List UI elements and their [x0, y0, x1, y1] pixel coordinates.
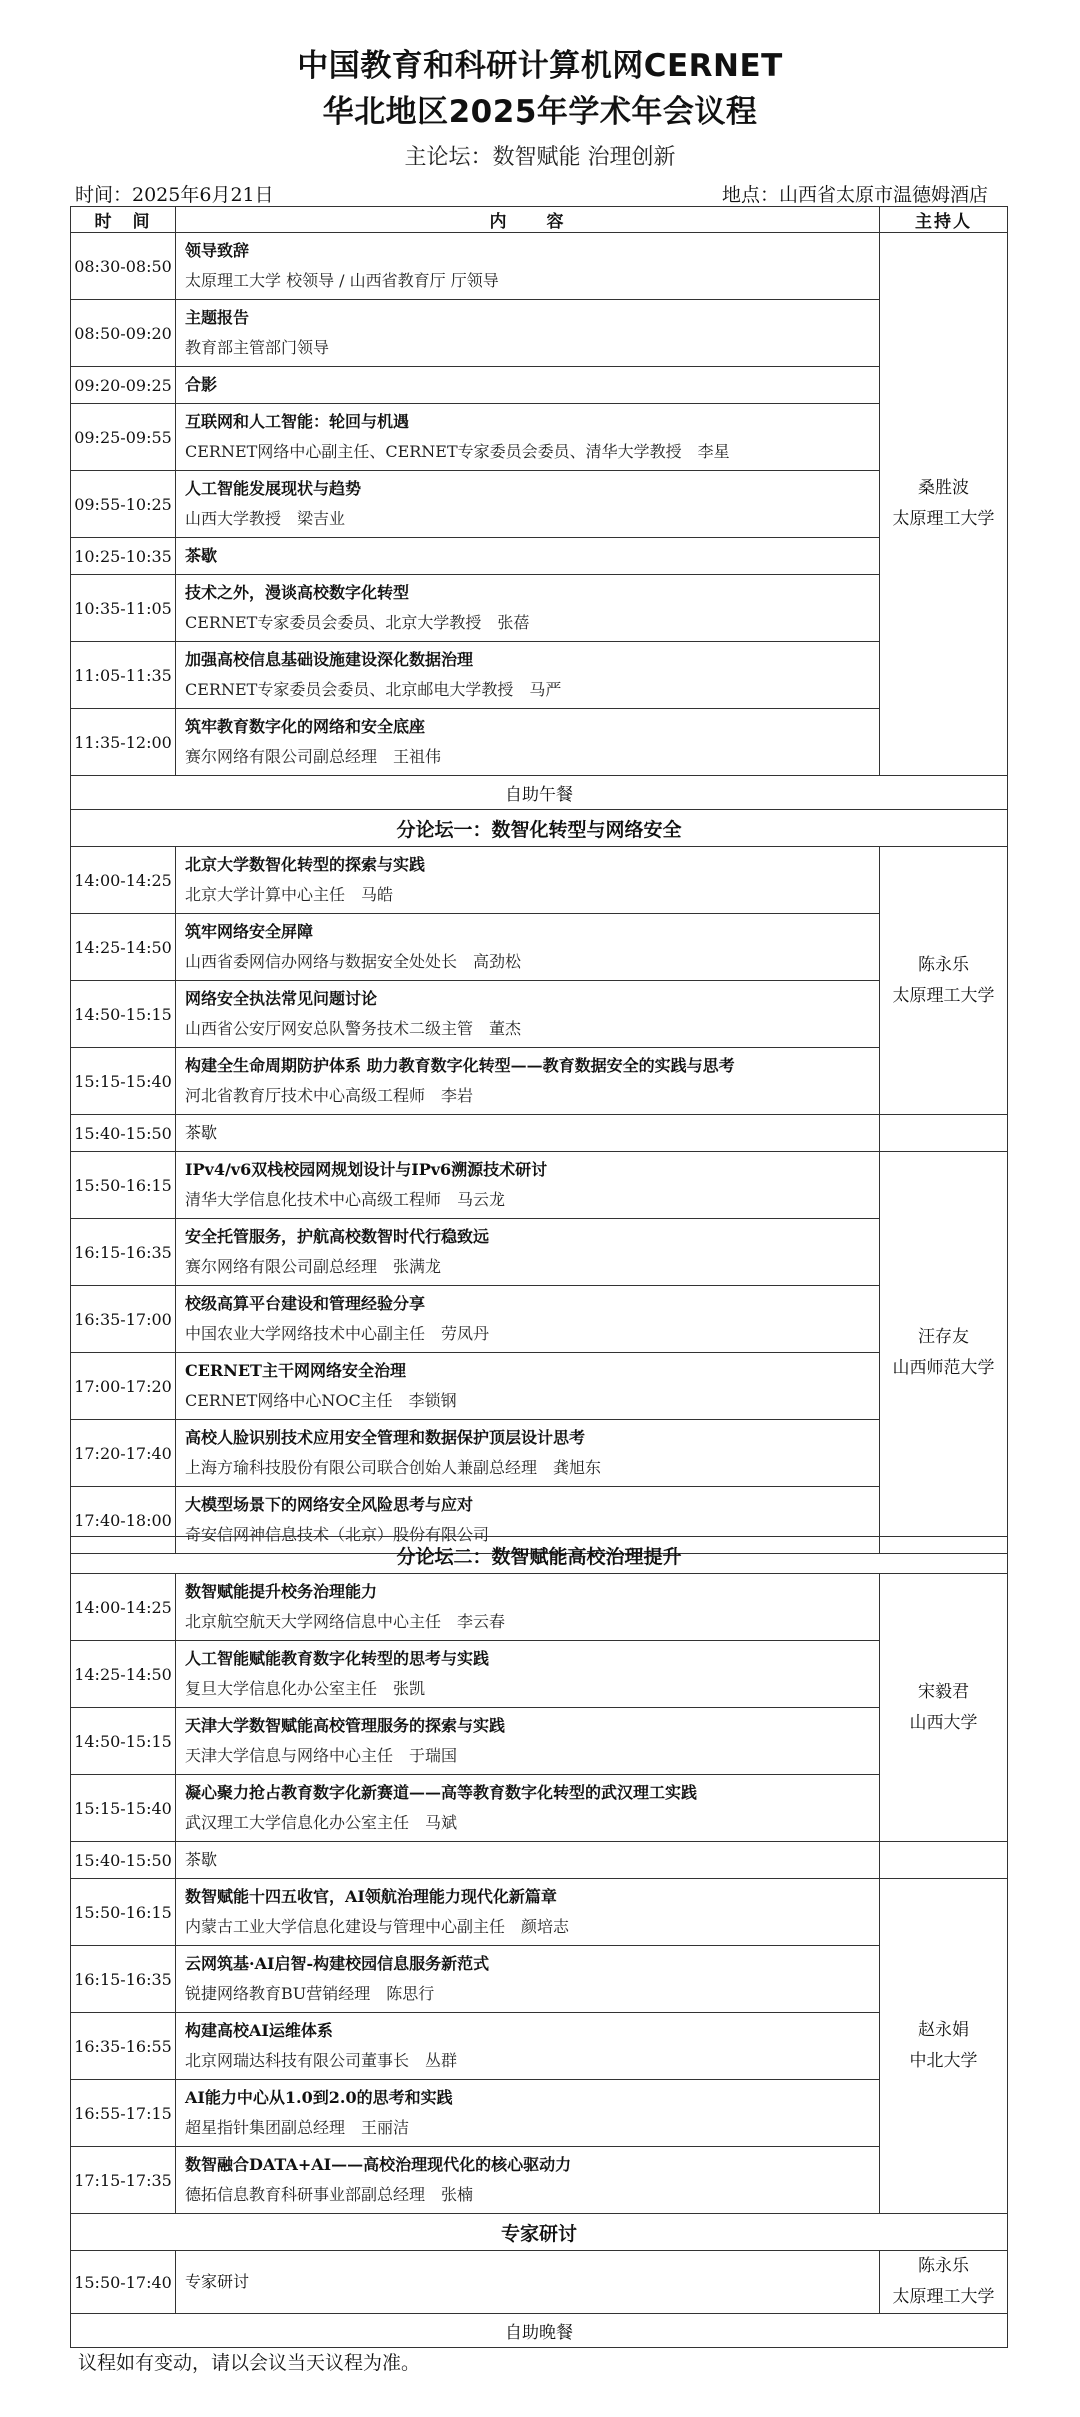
- session-row: [71, 2147, 1008, 2214]
- session-content: [176, 1048, 880, 1115]
- host-org: 太原理工大学: [892, 2287, 995, 2307]
- session-title: 构建高校AI运维体系: [185, 2021, 333, 2040]
- session-speaker: 教育部主管部门领导: [185, 338, 330, 357]
- session-speaker: 太原理工大学 校领导 / 山西省教育厅 厅领导: [185, 271, 499, 290]
- session-speaker: 北京航空航天大学网络信息中心主任 李云春: [185, 1612, 506, 1631]
- session-title: 高校人脸识别技术应用安全管理和数据保护顶层设计思考: [185, 1428, 586, 1447]
- session-row: [71, 404, 1008, 471]
- expert-title: 专家研讨: [71, 2214, 1008, 2251]
- session-speaker: 超星指针集团副总经理 王丽洁: [185, 2118, 410, 2137]
- session-speaker: 河北省教育厅技术中心高级工程师 李岩: [185, 1086, 474, 1105]
- session-row: [71, 1420, 1008, 1487]
- session-speaker: 北京网瑞达科技有限公司董事长 丛群: [185, 2051, 458, 2070]
- session-content: [176, 1420, 880, 1487]
- session-content: [176, 2147, 880, 2214]
- tea-break: [176, 1115, 880, 1152]
- event-date: 时间：2025年6月21日: [75, 184, 274, 206]
- session-time: 10:25-10:35: [71, 538, 176, 575]
- session-speaker: 山西大学教授 梁吉业: [185, 509, 346, 528]
- session-speaker: 天津大学信息与网络中心主任 于瑞国: [185, 1746, 458, 1765]
- session-title: 数智融合DATA+AI——高校治理现代化的核心驱动力: [185, 2155, 572, 2174]
- session-speaker: 山西省委网信办网络与数据安全处处长 高劲松: [185, 952, 522, 971]
- dinner-break-row: [71, 2314, 1008, 2348]
- session-row: [71, 709, 1008, 776]
- session-title: 互联网和人工智能：轮回与机遇: [185, 412, 410, 431]
- session-title: 云网筑基·AI启智-构建校园信息服务新范式: [185, 1954, 490, 1973]
- session-content: [176, 914, 880, 981]
- session-row: [71, 1353, 1008, 1420]
- session-content: [176, 1946, 880, 2013]
- session-title: 天津大学数智赋能高校管理服务的探索与实践: [185, 1716, 506, 1735]
- session-content: [176, 1152, 880, 1219]
- session-row: [71, 2080, 1008, 2147]
- session-title: 凝心聚力抢占教育数字化新赛道——高等教育数字化转型的武汉理工实践: [185, 1783, 698, 1802]
- session-content: [176, 1641, 880, 1708]
- main-forum-host: [880, 233, 1008, 776]
- session-content: [176, 1775, 880, 1842]
- tea-break-row: [71, 1842, 1008, 1879]
- session-time: 17:20-17:40: [71, 1420, 176, 1487]
- session-speaker: 清华大学信息化技术中心高级工程师 马云龙: [185, 1190, 506, 1209]
- session-time: 17:40-18:00: [71, 1487, 176, 1554]
- session-row: [71, 1946, 1008, 2013]
- session-time: 16:35-17:00: [71, 1286, 176, 1353]
- session-time: 10:35-11:05: [71, 575, 176, 642]
- session-content: [176, 471, 880, 538]
- session-title: 专家研讨: [185, 2272, 250, 2291]
- session-speaker: 内蒙古工业大学信息化建设与管理中心副主任 颜培志: [185, 1917, 570, 1936]
- session-content: [176, 2251, 880, 2314]
- session-time: 14:50-15:15: [71, 981, 176, 1048]
- session-content: [176, 575, 880, 642]
- session-time: 14:00-14:25: [71, 1574, 176, 1641]
- host-name: 陈永乐: [918, 954, 969, 975]
- session-title: IPv4/v6双栈校园网规划设计与IPv6溯源技术研讨: [185, 1160, 548, 1179]
- session-time: 11:35-12:00: [71, 709, 176, 776]
- session-title: 安全托管服务，护航高校数智时代行稳致远: [185, 1227, 490, 1246]
- session-time: 15:15-15:40: [71, 1775, 176, 1842]
- session-time: 09:55-10:25: [71, 471, 176, 538]
- session-title: 筑牢网络安全屏障: [185, 922, 314, 941]
- session-content: [176, 1879, 880, 1946]
- session-title: 人工智能赋能教育数字化转型的思考与实践: [185, 1649, 490, 1668]
- session-row: [71, 233, 1008, 300]
- session-time: 14:25-14:50: [71, 914, 176, 981]
- session-time: 17:00-17:20: [71, 1353, 176, 1420]
- session-time: 15:40-15:50: [71, 1115, 176, 1152]
- expert-host: [879, 2251, 1007, 2314]
- session-content: [176, 367, 880, 404]
- session-content: [176, 2080, 880, 2147]
- session-time: 16:35-16:55: [71, 2013, 176, 2080]
- host-name: 赵永娟: [917, 2020, 969, 2040]
- session-row: [71, 1286, 1008, 1353]
- session-content: [176, 404, 880, 471]
- session-speaker: CERNET专家委员会委员、北京邮电大学教授 马严: [185, 680, 562, 699]
- session-row: [71, 1708, 1008, 1775]
- session-row: [71, 300, 1008, 367]
- lunch-break-row: [71, 776, 1008, 810]
- lunch-break: 自助午餐: [71, 776, 1008, 810]
- session-speaker: 锐捷网络教育BU营销经理 陈思行: [185, 1984, 435, 2003]
- session-title: 茶歇: [185, 546, 218, 565]
- session-time: 15:40-15:50: [71, 1842, 176, 1879]
- expert-row: [71, 2251, 1008, 2314]
- page-title: 中国教育和科研计算机网CERNET: [297, 48, 783, 84]
- agenda-table-main: [70, 206, 1008, 1554]
- event-venue: 地点：山西省太原市温德姆酒店: [721, 184, 988, 206]
- host-empty: [879, 1842, 1007, 1879]
- session-speaker: CERNET专家委员会委员、北京大学教授 张蓓: [185, 613, 530, 632]
- host-name: 陈永乐: [917, 2256, 969, 2276]
- session-time: 14:25-14:50: [71, 1641, 176, 1708]
- session-title: 数智赋能十四五收官，AI领航治理能力现代化新篇章: [185, 1887, 557, 1906]
- session-speaker: 奇安信网神信息技术（北京）股份有限公司: [185, 1525, 490, 1544]
- session-title: AI能力中心从1.0到2.0的思考和实践: [185, 2088, 453, 2107]
- host-org: 太原理工大学: [892, 509, 995, 529]
- session-row: [71, 642, 1008, 709]
- session-title: 数智赋能提升校务治理能力: [185, 1582, 378, 1601]
- forum1-title: 分论坛一：数智化转型与网络安全: [71, 810, 1008, 847]
- host-org: 山西大学: [909, 1712, 978, 1733]
- session-content: [176, 981, 880, 1048]
- session-speaker: 上海方瑜科技股份有限公司联合创始人兼副总经理 龚旭东: [185, 1458, 602, 1477]
- host-name: 汪存友: [918, 1326, 969, 1347]
- session-content: [176, 709, 880, 776]
- session-row: [71, 2013, 1008, 2080]
- session-row: [71, 1219, 1008, 1286]
- session-row: [71, 1152, 1008, 1219]
- session-title: 茶歇: [185, 1850, 218, 1869]
- forum2-host-a: [879, 1574, 1007, 1842]
- session-speaker: 北京大学计算中心主任 马皓: [185, 885, 394, 904]
- session-content: [176, 1219, 880, 1286]
- forum1-host-a: [880, 847, 1008, 1115]
- forum2-title: 分论坛二：数智赋能高校治理提升: [71, 1537, 1008, 1574]
- session-title: 合影: [185, 375, 218, 394]
- forum1-title-row: [71, 810, 1008, 847]
- page-title-line2: 华北地区2025年学术年会议程: [322, 94, 758, 130]
- session-row: [71, 1775, 1008, 1842]
- session-title: 构建全生命周期防护体系 助力教育数字化转型——教育数据安全的实践与思考: [185, 1056, 735, 1075]
- session-content: [176, 233, 880, 300]
- session-time: 15:50-16:15: [71, 1879, 176, 1946]
- session-content: [176, 642, 880, 709]
- session-time: 14:50-15:15: [71, 1708, 176, 1775]
- session-row: [71, 538, 1008, 575]
- session-time: 09:20-09:25: [71, 367, 176, 404]
- session-row: [71, 1641, 1008, 1708]
- session-row: [71, 367, 1008, 404]
- session-content: [176, 2013, 880, 2080]
- session-title: 北京大学数智化转型的探索与实践: [185, 855, 426, 874]
- session-title: 茶歇: [185, 1123, 218, 1142]
- session-row: [71, 575, 1008, 642]
- session-speaker: 赛尔网络有限公司副总经理 张满龙: [185, 1257, 442, 1276]
- session-time: 16:15-16:35: [71, 1946, 176, 2013]
- session-title: 大模型场景下的网络安全风险思考与应对: [185, 1495, 474, 1514]
- agenda-note: 议程如有变动，请以会议当天议程为准。: [78, 2352, 421, 2374]
- session-row: [71, 914, 1008, 981]
- session-title: 网络安全执法常见问题讨论: [185, 989, 378, 1008]
- session-content: [176, 1708, 880, 1775]
- page-subtitle: 主论坛：数智赋能 治理创新: [404, 145, 676, 170]
- forum2-host-b: [879, 1879, 1007, 2214]
- session-row: [71, 1048, 1008, 1115]
- session-time: 11:05-11:35: [71, 642, 176, 709]
- session-title: CERNET主干网网络安全治理: [185, 1361, 406, 1380]
- session-title: 领导致辞: [185, 241, 250, 260]
- session-title: 人工智能发展现状与趋势: [185, 479, 362, 498]
- session-speaker: CERNET网络中心副主任、CERNET专家委员会委员、清华大学教授 李星: [185, 442, 730, 461]
- session-content: [176, 1286, 880, 1353]
- dinner-break: 自助晚餐: [71, 2314, 1008, 2348]
- host-name: 宋毅君: [917, 1681, 969, 1702]
- session-title: 技术之外，漫谈高校数字化转型: [185, 583, 410, 602]
- session-speaker: CERNET网络中心NOC主任 李锁钢: [185, 1391, 457, 1410]
- header-content: 内 容: [176, 207, 880, 233]
- session-time: 14:00-14:25: [71, 847, 176, 914]
- session-time: 16:15-16:35: [71, 1219, 176, 1286]
- agenda-table-forum2: [70, 1536, 1008, 2348]
- session-speaker: 复旦大学信息化办公室主任 张凯: [185, 1679, 426, 1698]
- host-org: 太原理工大学: [892, 985, 995, 1006]
- session-time: 17:15-17:35: [71, 2147, 176, 2214]
- tea-break-row: [71, 1115, 1008, 1152]
- host-name: 桑胜波: [918, 478, 969, 498]
- host-org: 山西师范大学: [892, 1357, 995, 1378]
- header-time: 时 间: [71, 207, 176, 233]
- table-header: [71, 207, 1008, 233]
- session-title: 筑牢教育数字化的网络和安全底座: [185, 717, 426, 736]
- session-content: [176, 847, 880, 914]
- session-speaker: 德拓信息教育科研事业部副总经理 张楠: [185, 2185, 474, 2204]
- session-row: [71, 847, 1008, 914]
- session-content: [176, 1574, 880, 1641]
- session-row: [71, 1574, 1008, 1641]
- session-speaker: 武汉理工大学信息化办公室主任 马斌: [185, 1813, 458, 1832]
- session-speaker: 赛尔网络有限公司副总经理 王祖伟: [185, 747, 442, 766]
- forum1-host-b: [880, 1152, 1008, 1554]
- session-time: 15:50-17:40: [71, 2251, 176, 2314]
- session-title: 校级高算平台建设和管理经验分享: [185, 1294, 426, 1313]
- session-time: 15:15-15:40: [71, 1048, 176, 1115]
- session-row: [71, 981, 1008, 1048]
- session-time: 08:30-08:50: [71, 233, 176, 300]
- session-time: 16:55-17:15: [71, 2080, 176, 2147]
- session-content: [176, 538, 880, 575]
- session-speaker: 中国农业大学网络技术中心副主任 劳凤丹: [185, 1324, 490, 1343]
- session-content: [176, 300, 880, 367]
- session-title: 主题报告: [185, 308, 250, 327]
- session-speaker: 山西省公安厅网安总队警务技术二级主管 董杰: [185, 1019, 522, 1038]
- session-content: [176, 1353, 880, 1420]
- forum2-title-row: [71, 1537, 1008, 1574]
- tea-break: [176, 1842, 880, 1879]
- host-org: 中北大学: [909, 2051, 978, 2071]
- session-title: 加强高校信息基础设施建设深化数据治理: [185, 650, 474, 669]
- header-host: 主持人: [880, 207, 1008, 233]
- session-row: [71, 1879, 1008, 1946]
- session-row: [71, 471, 1008, 538]
- host-empty: [880, 1115, 1008, 1152]
- session-time: 09:25-09:55: [71, 404, 176, 471]
- session-time: 15:50-16:15: [71, 1152, 176, 1219]
- session-time: 08:50-09:20: [71, 300, 176, 367]
- expert-title-row: [71, 2214, 1008, 2251]
